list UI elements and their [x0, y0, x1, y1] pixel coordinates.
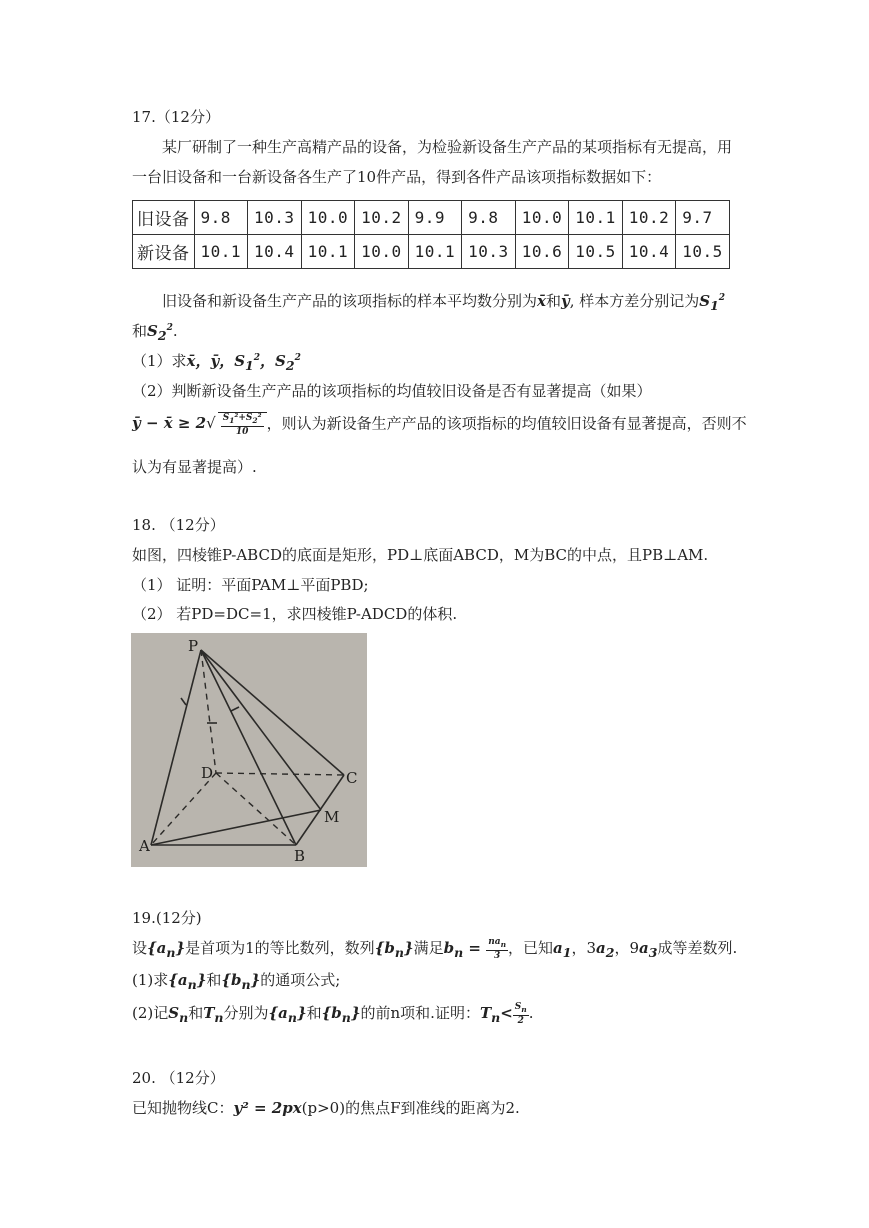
table-cell: 9.8 — [194, 201, 248, 235]
label-c: C — [346, 769, 358, 787]
q17-condition-end: 认为有显著提高）. — [132, 458, 257, 476]
table-cell: 10.2 — [355, 201, 409, 235]
table-cell: 10.2 — [622, 201, 676, 235]
q17-sub2: （2）判断新设备生产产品的该项指标的均值较旧设备是否有显著提高（如果） — [132, 382, 652, 400]
label-d: D — [201, 764, 214, 782]
table-cell: 9.9 — [408, 201, 462, 235]
q17-sub1: （1）求x̄，ȳ，$S_1^2$，$S_2^2$ — [132, 352, 301, 373]
q18-sub2: （2） 若PD=DC=1，求四棱锥P-ADCD的体积. — [132, 605, 458, 623]
s2-squared-symbol: $S_2^2$ — [147, 322, 173, 343]
row-label-old: 旧设备 — [133, 201, 195, 235]
pyramid-figure — [131, 633, 367, 867]
tn-inequality: $T_n<$ $\frac{S_n}{2}$ — [479, 1002, 527, 1026]
q18-header: 18. （12分） — [132, 516, 225, 534]
table-cell: 10.0 — [301, 201, 355, 235]
q17-intro-line2: 一台旧设备和一台新设备各生产了10件产品，得到各件产品该项指标数据如下： — [132, 168, 662, 186]
table-cell: 10.1 — [301, 235, 355, 269]
q17-data-table — [132, 200, 730, 269]
q19-sub2: (2)记$S_n$和$T_n$分别为$\{a_n\}$和$\{b_n\}$的前n项和.证明：$T_n<$ $\frac{S_n}{2}$ . — [132, 1002, 534, 1026]
pyramid-diagram — [131, 633, 367, 867]
table-cell: 10.0 — [515, 201, 569, 235]
table-row-old — [133, 201, 730, 235]
table-cell: 10.0 — [355, 235, 409, 269]
q19-intro: 设$\{a_n\}$是首项为1的等比数列，数列$\{b_n\}$满足$b_n$ = $\frac{na_n}{3}$ ，已知$a_1$，$3a_2$，$9a_3$成等差数列. — [132, 937, 738, 961]
parabola-formula: y² = 2px — [233, 1099, 302, 1117]
bn-formula: $b_n$ = $\frac{na_n}{3}$ — [443, 937, 507, 961]
table-cell: 10.5 — [569, 235, 623, 269]
label-b: B — [294, 847, 306, 865]
table-cell: 10.3 — [462, 235, 516, 269]
q19-header: 19.(12分) — [132, 909, 202, 927]
table-cell: 9.8 — [462, 201, 516, 235]
label-a: A — [139, 837, 150, 855]
ybar-symbol: ȳ — [560, 292, 570, 310]
row-label-new: 新设备 — [133, 235, 195, 269]
table-cell: 10.1 — [569, 201, 623, 235]
table-cell: 10.6 — [515, 235, 569, 269]
q20-intro: 已知抛物线C：y² = 2px(p>0)的焦点F到准线的距离为2. — [132, 1099, 520, 1117]
label-p: P — [188, 637, 199, 655]
label-m: M — [324, 808, 340, 826]
table-row-new — [133, 235, 730, 269]
table-cell: 10.4 — [622, 235, 676, 269]
table-cell: 10.1 — [194, 235, 248, 269]
q18-intro: 如图，四棱锥P-ABCD的底面是矩形，PD⊥底面ABCD，M为BC的中点，且PB⊥AM. — [132, 546, 709, 564]
s1-squared-symbol: $S_1^2$ — [699, 292, 726, 313]
table-cell: 9.7 — [676, 201, 730, 235]
table-cell: 10.5 — [676, 235, 730, 269]
q17-para2: 和$S_2^2$. — [132, 322, 178, 343]
table-cell: 10.4 — [248, 235, 302, 269]
q20-header: 20. （12分） — [132, 1069, 225, 1087]
q17-header: 17.（12分） — [132, 108, 220, 126]
table-cell: 10.1 — [408, 235, 462, 269]
q17-intro-line1: 某厂研制了一种生产高精产品的设备，为检验新设备生产产品的某项指标有无提高，用 — [162, 138, 733, 156]
table-cell: 10.3 — [248, 201, 302, 235]
xbar-symbol: x̄ — [537, 292, 546, 310]
q18-sub1: （1） 证明：平面PAM⊥平面PBD; — [132, 576, 369, 594]
q17-para1: 旧设备和新设备生产产品的该项指标的样本平均数分别为x̄和ȳ, 样本方差分别记为$S_1^2$ — [162, 292, 726, 313]
inequality-formula: ȳ − x̄ ≥ 2√ $\frac{S_1^2+S_2^2}{10}$ — [132, 414, 267, 432]
q19-sub1: (1)求$\{a_n\}$和$\{b_n\}$的通项公式; — [132, 971, 341, 992]
q17-condition: ȳ − x̄ ≥ 2√ $\frac{S_1^2+S_2^2}{10}$ ，则认为新设备生产产品的该项指标的均值较旧设备有显著提高，否则不 — [132, 413, 747, 437]
